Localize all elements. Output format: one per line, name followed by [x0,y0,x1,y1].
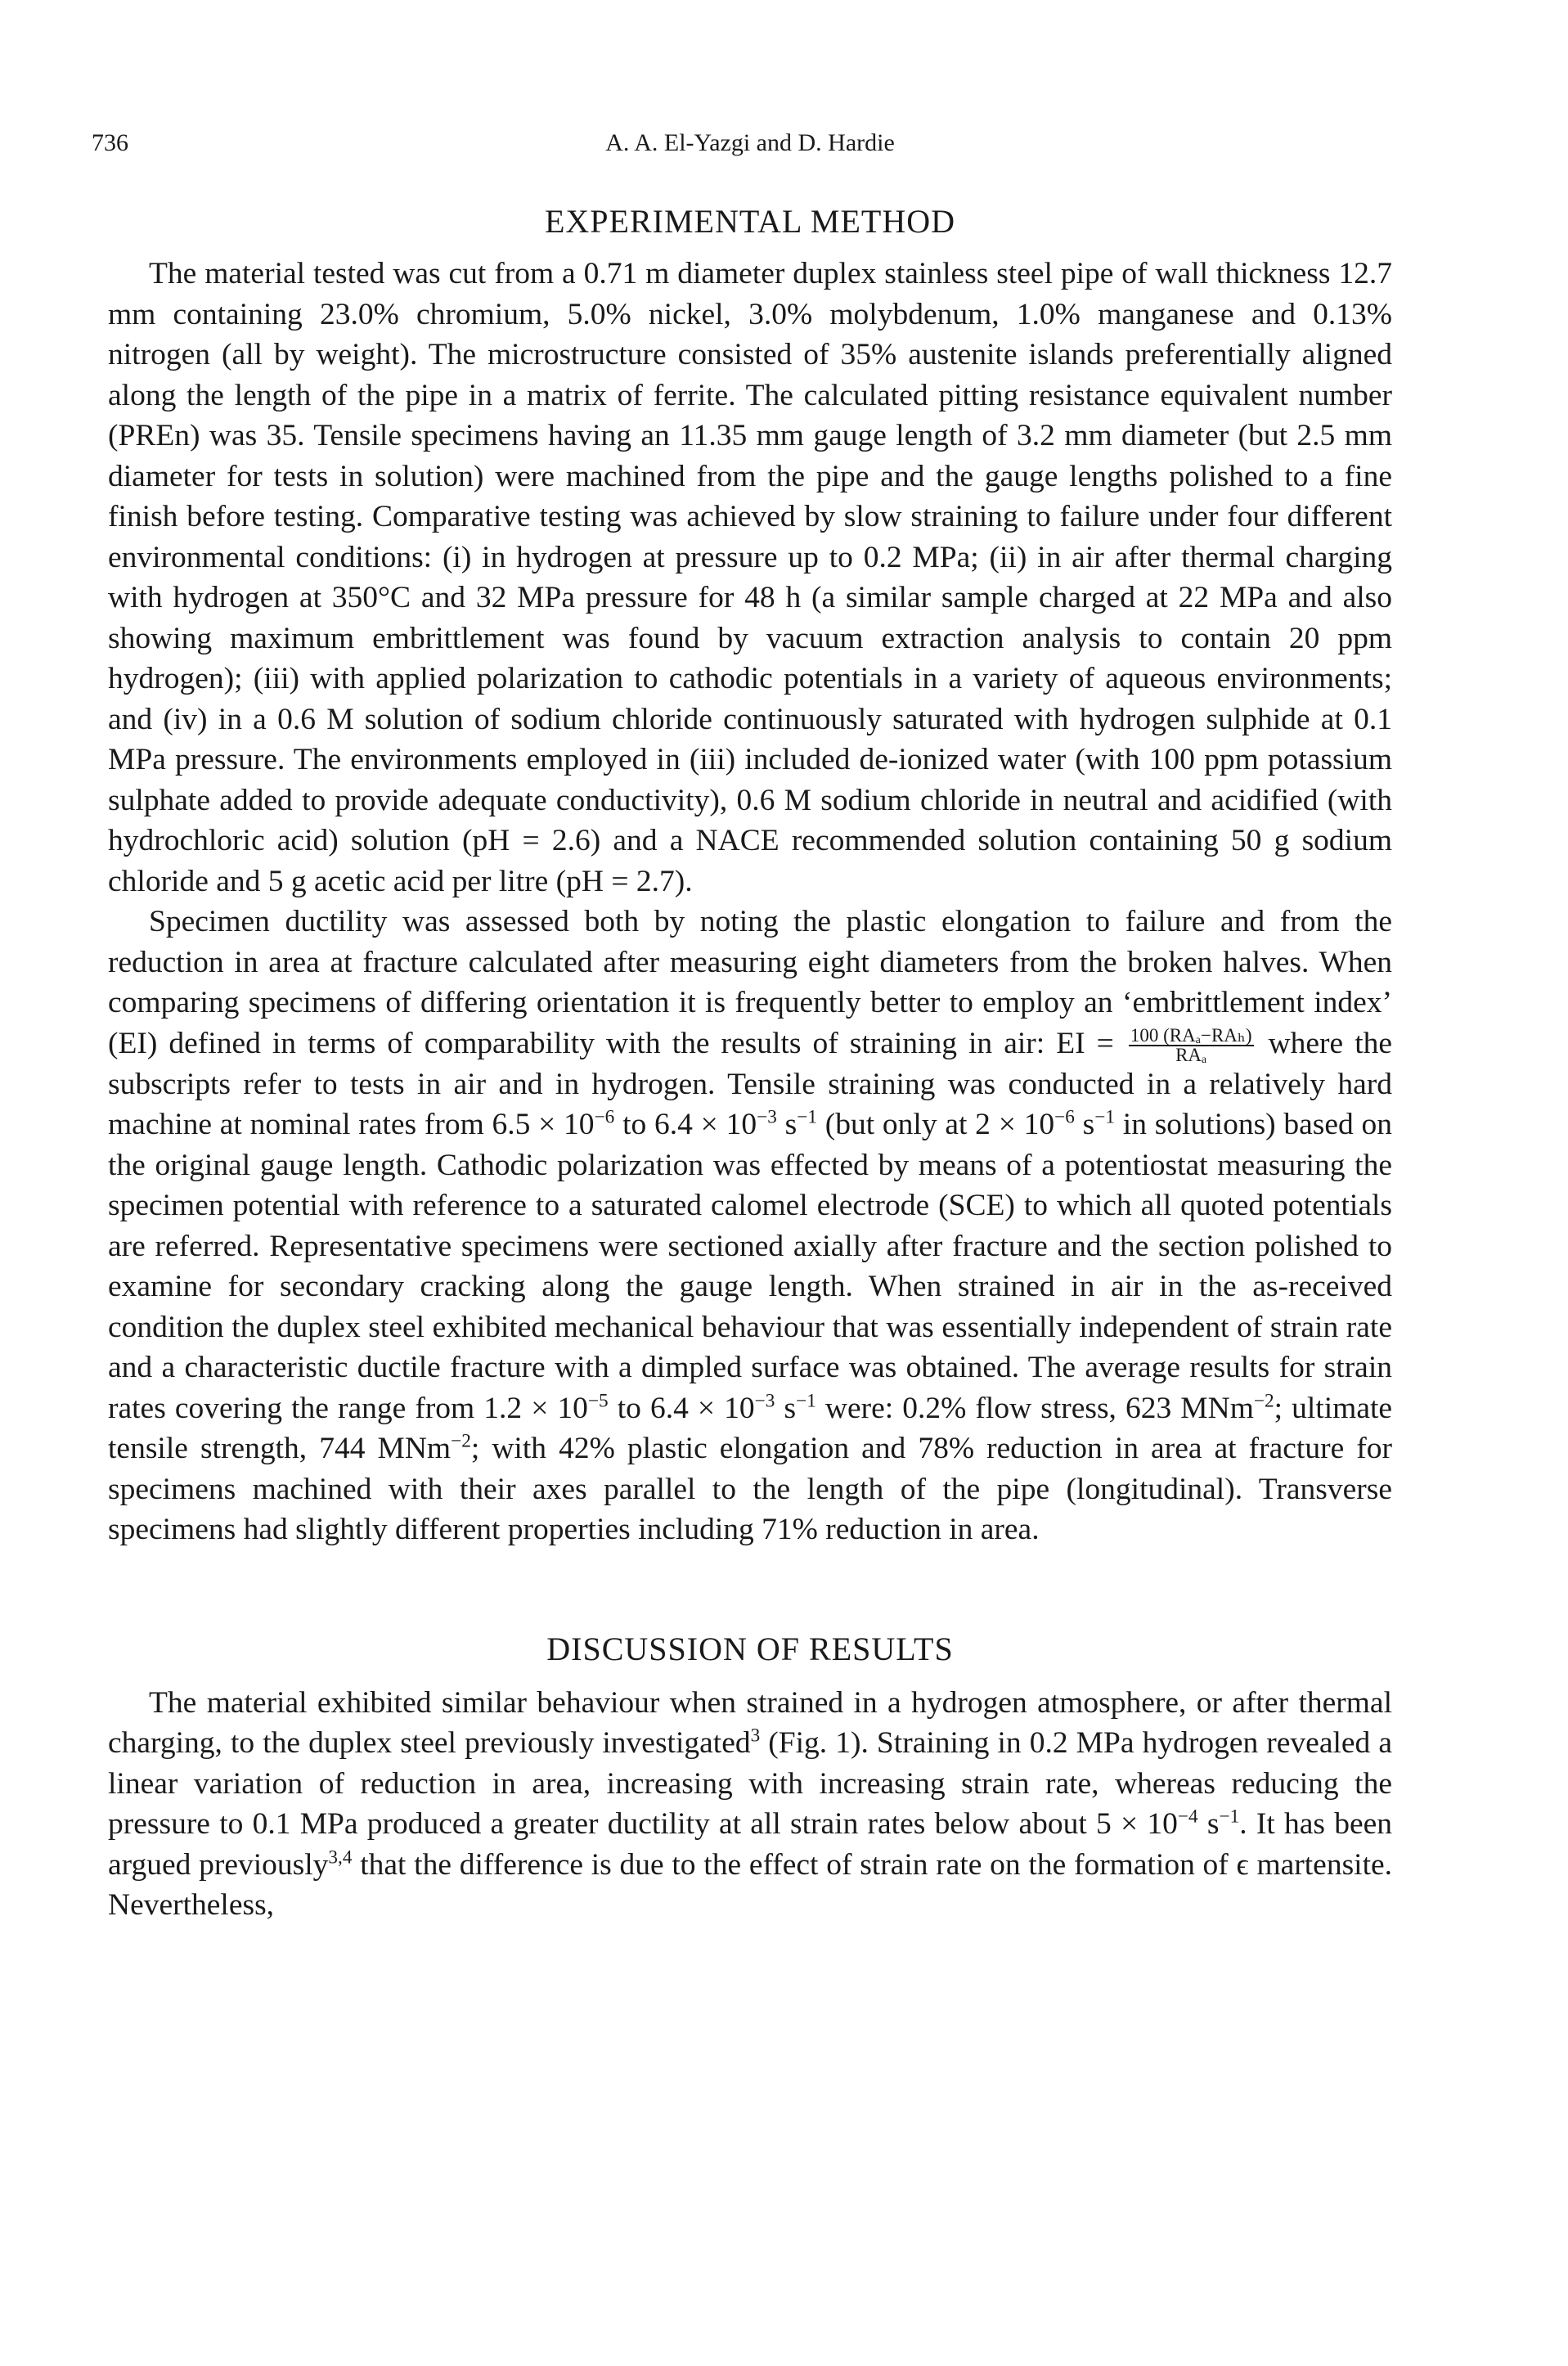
method-p2-text-l: ; with 42% plastic elongation and 78% reduction in area at fracture for specimens machined with their axes parallel to the length of the pipe (longitudinal). Transverse specimens had slightly different properties including 71% reduction in area. [108,1432,1393,1547]
method-p2-text-g: in solutions) based on the original gauge length. Cathodic polarization was effected by means of a potentiostat measuring the specimen potential with reference to a saturated calomel electrode (SCE) to which all quoted potentials are referred. Representative specimens were sectioned axially after fracture and the section polished to examine for secondary cracking along the gauge length. When strained in air in the as-received condition the duplex steel exhibited mechanical behaviour that was essentially independent of strain rate and a characteristic ductile fracture with a dimpled surface was obtained. The average results for strain rates covering the range from 1.2 × 10 [108,1108,1393,1425]
method-p2-text-a: Specimen ductility was assessed both by noting the plastic elongation to failure and from the reduction in area at fracture calculated after measuring eight diameters from the broken halves. When comparing specimens of differing orientation it is frequently better to employ an ‘embrittlement index’ (EI) defined in terms of comparability with the results of straining in air: EI = [108,905,1392,1060]
ei-denominator: RAₐ [1175,1044,1207,1065]
method-p2-text-b: where the subscripts refer to tests in air and in hydrogen. Tensile straining was conducted in a relatively hard machine at nominal rates from 6.5 × 10 [108,1026,1393,1142]
journal-page [92,123,1393,1926]
method-p2-text-k: ; ultimate tensile strength, 744 MNm [108,1391,1393,1466]
citation-superscript: 3,4 [328,1846,353,1869]
method-p2-text-d: s [784,1108,797,1142]
exponent: −2 [1253,1390,1274,1412]
exponent: −3 [754,1390,775,1412]
method-paragraph-2 [108,902,1392,1550]
exponent: −1 [797,1106,817,1128]
results-p1-text-d: . It has been argued previously [108,1807,1393,1882]
exponent: −6 [1054,1106,1075,1128]
method-p2-text-e: (but only at 2 × 10 [824,1108,1055,1142]
exponent: −4 [1177,1806,1198,1828]
results-p1-text-c: s [1206,1807,1220,1842]
page-header [92,123,1392,164]
exponent: −2 [451,1430,471,1452]
results-p1-text-b: (Fig. 1). Straining in 0.2 MPa hydrogen revealed a linear variation of reduction in area, increasing with increasing strain rate, whereas reducing the pressure to 0.1 MPa produced a greater ductility at all strain rates below about 5 × 10 [108,1726,1392,1842]
method-p2-text-i: s [784,1391,797,1425]
running-head: A. A. El-Yazgi and D. Hardie [605,129,895,156]
exponent: −1 [796,1390,816,1412]
citation-superscript: 3 [750,1725,761,1747]
results-p1-text-a: The material exhibited similar behaviour when strained in a hydrogen atmosphere, or after thermal charging, to the duplex steel previously investigated [108,1685,1392,1761]
method-p2-text-f: s [1082,1108,1095,1142]
method-p2-text-h: to 6.4 × 10 [617,1391,755,1425]
exponent: −3 [757,1106,777,1128]
method-p2-text-c: to 6.4 × 10 [622,1108,757,1142]
section-heading-discussion-of-results: DISCUSSION OF RESULTS [546,1630,954,1667]
embrittlement-index-fraction [1129,1024,1254,1065]
exponent: −1 [1094,1106,1115,1128]
ei-numerator: 100 (RAₐ−RAₕ) [1130,1024,1252,1046]
section-heading-experimental-method: EXPERIMENTAL METHOD [544,203,956,240]
page-number: 736 [92,129,128,156]
results-p1-text-e: that the difference is due to the effect of strain rate on the formation of ϵ martensite. Nevertheless, [108,1847,1393,1923]
exponent: −1 [1219,1806,1240,1828]
exponent: −5 [587,1390,609,1412]
method-paragraph-1: The material tested was cut from a 0.71 m diameter duplex stainless steel pipe of wall thickness 12.7 mm containing 23.0% chromium, 5.0% nickel, 3.0% molybdenum, 1.0% manganese and 0.13% nitrogen (all by weight). The microstructure consisted of 35% austenite islands preferentially aligned along the length of the pipe in a matrix of ferrite. The calculated pitting resistance equivalent number (PREn) was 35. Tensile specimens having an 11.35 mm gauge length of 3.2 mm diameter (but 2.5 mm diameter for tests in solution) were machined from the pipe and the gauge lengths polished to a fine finish before testing. Comparative testing was achieved by slow straining to failure under four different environmental conditions: (i) in hydrogen at pressure up to 0.2 MPa; (ii) in air after thermal charging with hydrogen at 350°C and 32 MPa pressure for 48 h (a similar sample charged at 22 MPa and also showing maximum embrittlement was found by vacuum extraction analysis to contain 20 ppm hydrogen); (iii) with applied polarization to cathodic potentials in a variety of aqueous environments; and (iv) in a 0.6 M solution of sodium chloride continuously saturated with hydrogen sulphide at 0.1 MPa pressure. The environments employed in (iii) included de-ionized water (with 100 ppm potassium sulphate added to provide adequate conductivity), 0.6 M sodium chloride in neutral and acidified (with hydrochloric acid) solution (pH = 2.6) and a NACE recommended solution containing 50 g sodium chloride and 5 g acetic acid per litre (pH = 2.7). [108,257,1392,898]
results-paragraph-1 [108,1683,1392,1926]
method-p2-text-j: were: 0.2% flow stress, 623 MNm [824,1391,1254,1425]
exponent: −6 [594,1106,615,1128]
